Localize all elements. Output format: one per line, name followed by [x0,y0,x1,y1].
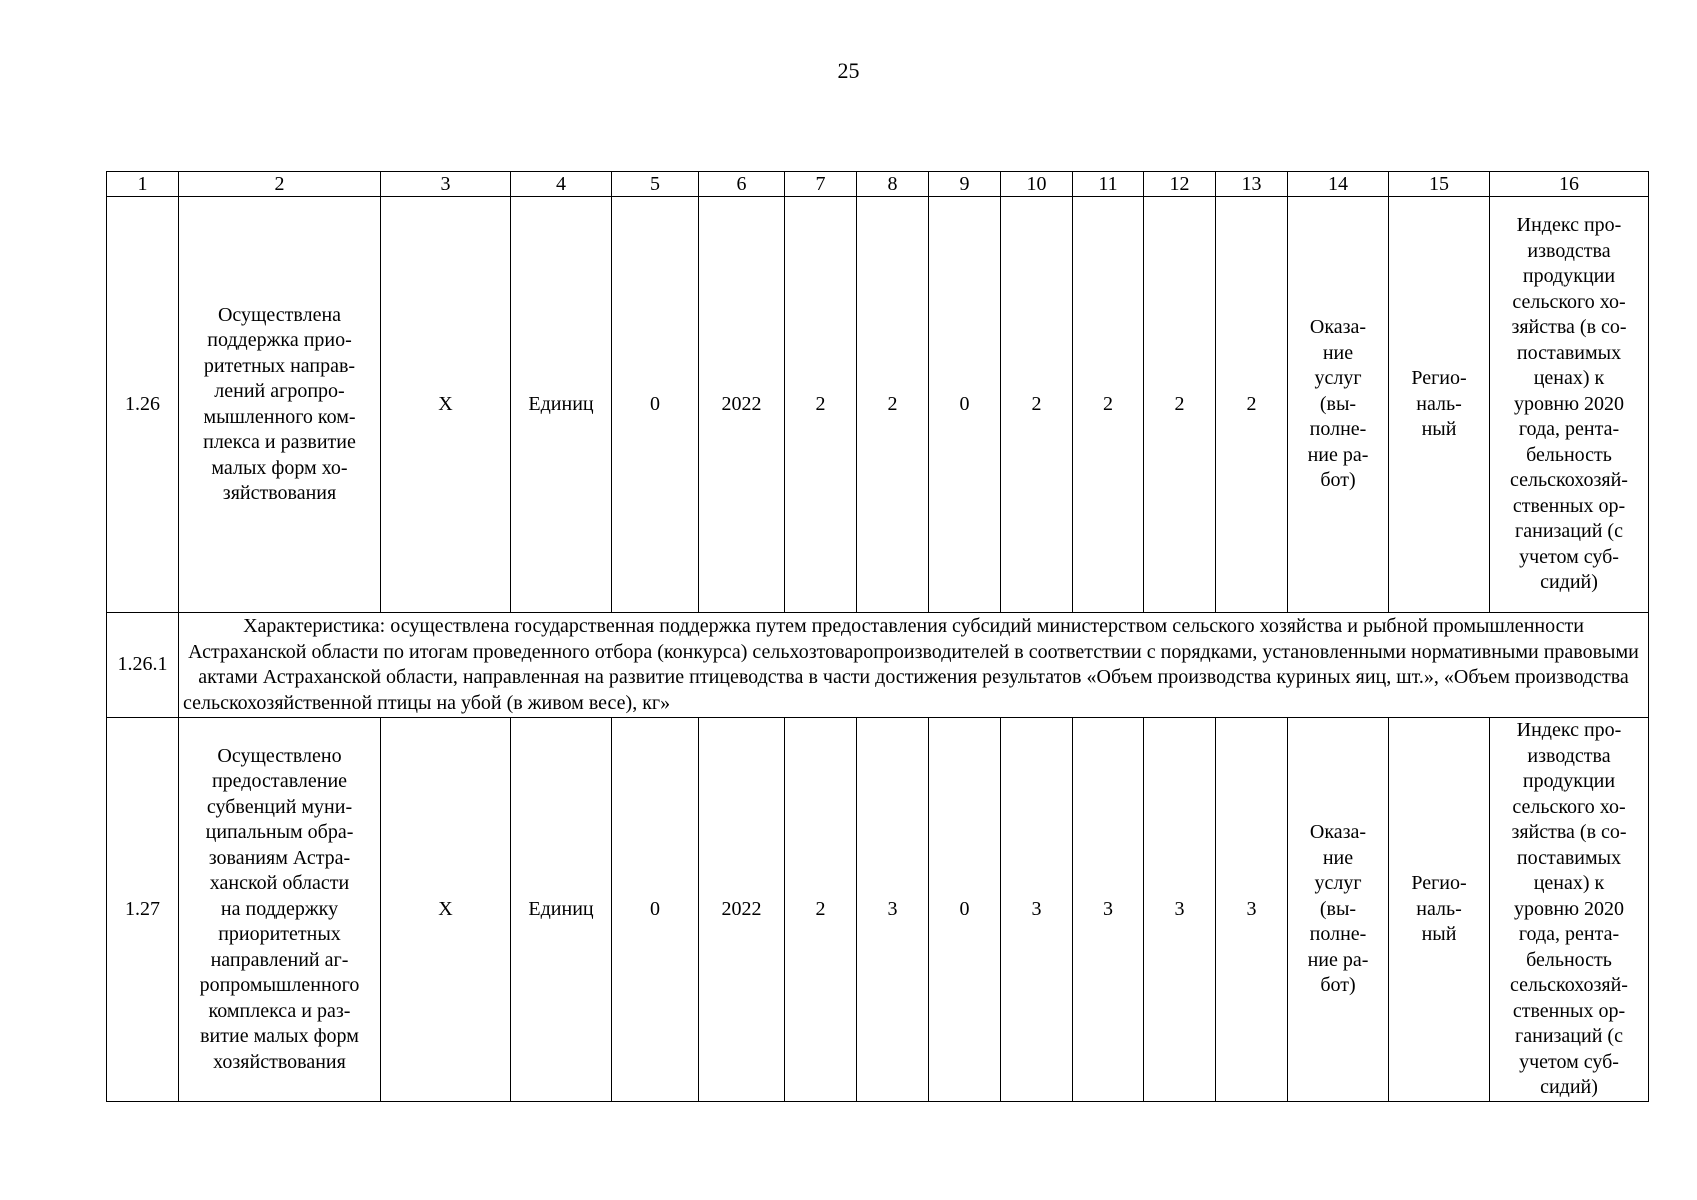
results-table [106,171,1649,1102]
row-number: 1.27 [107,718,179,1102]
header-cell: 2 [179,172,381,197]
table-row [107,718,1649,1102]
value-cell: 3 [1216,718,1288,1102]
result-name: Осуществлена поддержка прио- ритетных направ- лений агропро- мышленного ком- плекса и развитие малых форм хо- зяйствования [179,197,381,613]
header-cell: 14 [1288,172,1389,197]
level-cell: Регио- наль- ный [1389,197,1490,613]
level-cell: Регио- наль- ный [1389,718,1490,1102]
value-cell: 2 [1073,197,1144,613]
header-cell: 6 [699,172,785,197]
row-number: 1.26 [107,197,179,613]
header-cell: 13 [1216,172,1288,197]
table-row [107,197,1649,613]
value-cell: 2 [785,718,857,1102]
indicator-cell: Индекс про- изводства продукции сельского хо- зяйства (в со- поставимых ценах) к уровню 2020 года, рента- бельность сельскохозяй- ственных ор- ганизаций (с учетом суб- сидий) [1490,718,1649,1102]
page-number: 25 [837,58,860,83]
header-cell: 11 [1073,172,1144,197]
row-number: 1.26.1 [107,613,179,718]
value-cell: 2 [785,197,857,613]
base-value-cell: 0 [612,718,699,1102]
header-cell: 7 [785,172,857,197]
header-cell: 1 [107,172,179,197]
header-cell: 16 [1490,172,1649,197]
result-type: Оказа- ние услуг (вы- полне- ние ра- бот) [1288,718,1389,1102]
cell-col3: X [381,718,511,1102]
cell-col3: X [381,197,511,613]
value-cell: 0 [929,197,1001,613]
value-cell: 0 [929,718,1001,1102]
year-cell: 2022 [699,197,785,613]
table-header-row [107,172,1649,197]
header-cell: 3 [381,172,511,197]
base-value-cell: 0 [612,197,699,613]
result-type: Оказа- ние услуг (вы- полне- ние ра- бот) [1288,197,1389,613]
value-cell: 2 [1216,197,1288,613]
value-cell: 2 [1144,197,1216,613]
unit-cell: Единиц [511,718,612,1102]
header-cell: 5 [612,172,699,197]
year-cell: 2022 [699,718,785,1102]
value-cell: 2 [1001,197,1073,613]
header-cell: 15 [1389,172,1490,197]
header-cell: 10 [1001,172,1073,197]
header-cell: 12 [1144,172,1216,197]
header-cell: 8 [857,172,929,197]
value-cell: 3 [1144,718,1216,1102]
value-cell: 3 [1073,718,1144,1102]
result-name: Осуществлено предоставление субвенций муни- ципальным обра- зованиям Астра- ханской области на поддержку приоритетных направлений аг- ропромышленного комплекса и раз- витие малых форм хозяйствования [179,718,381,1102]
description-row [107,613,1649,718]
characteristic-text: Характеристика: осуществлена государственная поддержка путем предоставления субсидий министерством сельского хозяйства и рыбной промышленности Астраханской области по итогам проведенного отбора (конкурса) сельхозтоваропроизводителей в соответствии с порядками, установленными нормативными правовыми актами Астраханской области, направленная на развитие птицеводства в части достижения результатов «Объем производства куриных яиц, шт.», «Объем производства сельскохозяйственной птицы на убой (в живом весе), кг» [179,613,1649,718]
value-cell: 3 [1001,718,1073,1102]
value-cell: 3 [857,718,929,1102]
indicator-cell: Индекс про- изводства продукции сельского хо- зяйства (в со- поставимых ценах) к уровню 2020 года, рента- бельность сельскохозяй- ственных ор- ганизаций (с учетом суб- сидий) [1490,197,1649,613]
value-cell: 2 [857,197,929,613]
header-cell: 9 [929,172,1001,197]
unit-cell: Единиц [511,197,612,613]
header-cell: 4 [511,172,612,197]
